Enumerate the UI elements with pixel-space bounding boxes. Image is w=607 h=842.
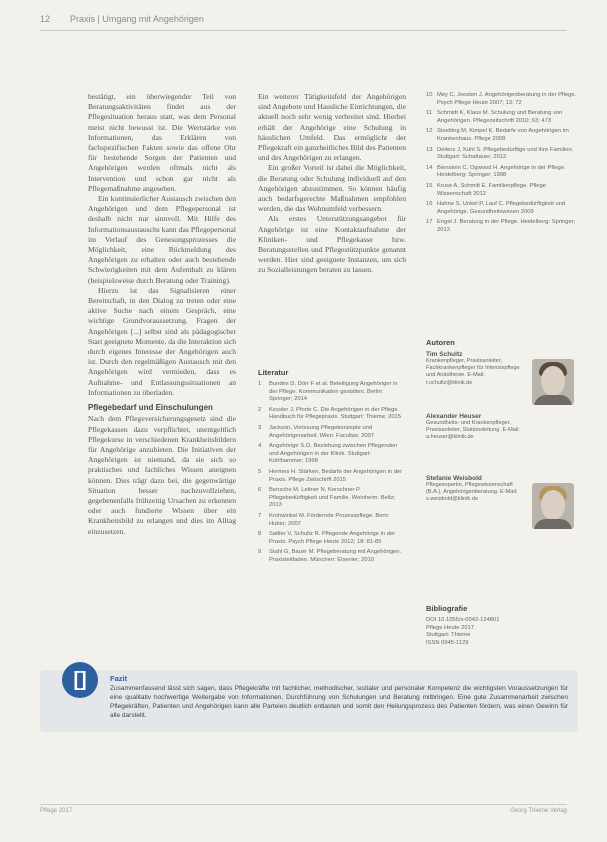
authors-title: Autoren bbox=[426, 338, 455, 347]
reference-number: 4 bbox=[258, 443, 262, 450]
bracket-icon: [] bbox=[62, 662, 98, 698]
author-entry bbox=[426, 351, 578, 407]
reference-text: Schmidt K, Klaus M. Schulung und Beratung von Angehörigen. Pflegezeitschrift 2010; 63: 473 bbox=[437, 110, 563, 124]
author-name: Stefanie Weisbold bbox=[426, 475, 482, 482]
bibliography-line: ISSN 0945-1129 bbox=[426, 639, 469, 646]
author-entry bbox=[426, 475, 578, 531]
reference-number: 8 bbox=[258, 531, 262, 538]
paragraph: Hierzu ist das Signalisieren einer Bereitschaft, in den Dialog zu treten oder eine aktive Suche nach einem Gespräch, eine wichtige Grundvoraussetzung. Fragen der Angehörigen [...] selbst sind als pädagogischer Start geeignete Momente, da die Interaktion sich durch eigenes Interesse der Angehörigen auch ist. Durch den regelmäßigen Austausch mit den Angehörigen wird vermieden, dass es Aufnahme- und Entlassungssituationen an Informationen zu überladen. bbox=[88, 285, 236, 397]
paragraph: Als erstes Unterstützungsangebot für Angehörige ist eine Kontaktaufnahme der Kliniken- und Pflegekasse bzw. Beratungsstellen und Pflegestützpunkte genannt werden. Hier sind geeignete Instanzen, um sich zu Sozialleistungen beraten zu lassen. bbox=[258, 214, 406, 275]
reference-item bbox=[258, 513, 406, 528]
conclusion-box bbox=[40, 670, 578, 732]
reference-text: Jackson, Vorlesung Pflegekonzepte und Angehörigenarbeit. Wien: Facultas; 2007 bbox=[269, 424, 375, 439]
conclusion-text: Zusammenfassend lässt sich sagen, dass Pflegekräfte mit fachlicher, methodischer, sozialer und personaler Kompetenz die wichtigsten Voraussetzungen für eine qualitativ hochwertige Weitergabe von Informationen, Durchführung von Schulungen und Beratung mitbringen. Eine gute Zusammenarbeit zwischen Pflegekräften, Patienten und Angehörigen kann alle Parteien deutlich entlasten und somit den Heilungsprozess des Patienten fördern, was einen Gewinn für alle darstellt. bbox=[110, 685, 568, 719]
paragraph: bestätigt, ein überwiegender Teil von Beratungsaktivitäten findet aus der Pflegesituation heraus statt, was dem Personal meist nicht bewusst ist. Die Wertstärke von Informationen, das Erklären von fachspezifischen Fakten sowie das offene Ohr für bestehende Sorgen der Patienten und Angehörigen werden oftmals nicht als Intervention und schon gar nicht als Pflegemaßnahme angesehen. bbox=[88, 92, 236, 193]
reference-list bbox=[258, 381, 406, 564]
reference-text: Deiters J, Kühl S. Pflegebedürftige und ihre Familien. Stuttgart: Schattauer; 2012 bbox=[437, 146, 574, 161]
reference-number: 15 bbox=[426, 182, 433, 189]
author-photo bbox=[532, 483, 574, 529]
reference-text: Hahne S, Unkel P, Lauf C. Pflegebedürftigkeit und Angehörige. Gesundheitswesen 2009 bbox=[437, 201, 566, 215]
reference-item bbox=[426, 92, 578, 107]
reference-item bbox=[426, 128, 578, 143]
author-photo bbox=[532, 359, 574, 405]
author-name: Alexander Heuser bbox=[426, 413, 482, 420]
bibliography-line: Pflege Heute 2017 bbox=[426, 624, 475, 631]
reference-number: 14 bbox=[426, 164, 433, 171]
reference-text: Engel J. Beratung in der Pflege. Heidelberg: Springer; 2013 bbox=[437, 219, 576, 233]
reference-text: Sattler V, Schultz R. Pflegende Angehörige in der Praxis. Psych Pflege Heute 2012; 18: 81-85 bbox=[269, 531, 396, 545]
reference-text: Angehörige S.O. Beziehung zwischen Pflegenden und Angehörigen in der Klinik. Stuttgart: Kohlhammer; 1998 bbox=[269, 443, 398, 465]
reference-list-continued bbox=[426, 92, 578, 235]
author-bio: Krankenpfleger, Praxisanleiter, Fachkrankenpfleger für Intensivpflege und Anästhesie. E-Mail: t.schultz@klinik.de bbox=[426, 358, 520, 386]
reference-text: Krohwinkel M. Fördernde Prozesspflege. Bern: Huber; 2007 bbox=[269, 512, 390, 527]
reference-item bbox=[426, 165, 578, 180]
footer-left: Pflege 2017 bbox=[40, 808, 73, 814]
literature-title: Literatur bbox=[258, 368, 289, 377]
reference-text: Stahl G, Bauer M. Pflegeberatung mit Angehörigen. Praxisleitfaden. München: Elsevier; 2010 bbox=[269, 549, 402, 563]
reference-text: Bensche M, Leitner N, Kerschner P. Pflegebedürftigkeit und Familie. Weinheim: Beltz; 2013 bbox=[269, 487, 396, 509]
reference-item bbox=[258, 425, 406, 440]
reference-item bbox=[258, 381, 406, 404]
column-3 bbox=[426, 92, 578, 238]
reference-item bbox=[258, 531, 406, 546]
reference-item bbox=[258, 469, 406, 484]
reference-number: 11 bbox=[426, 110, 433, 117]
reference-item bbox=[258, 549, 406, 564]
reference-text: Bundes D, Dörr F et al. Beteiligung Angehöriger in der Pflege. Kommunikation gestalten. Berlin: Springer; 2014 bbox=[269, 381, 398, 403]
reference-item bbox=[426, 110, 578, 125]
reference-number: 12 bbox=[426, 128, 433, 135]
literature-list bbox=[258, 368, 406, 567]
running-title: Praxis | Umgang mit Angehörigen bbox=[70, 14, 204, 24]
reference-number: 6 bbox=[258, 487, 262, 494]
paragraph: Ein kontinuierlicher Austausch zwischen den Angehörigen und dem Pflegepersonal ist deshalb nicht nur sinnvoll. Mit Hilfe des Informationsaustauschs kann das Pflegepersonal im Verlauf des Genesungsprozesses die Möglichkeit, eine Rückmeldung des Angehörigen zu erhalten oder auch bestehende Schwierigkeiten mit dem Aufenthalt zu klären (beispielsweise durch Beratung oder Training). bbox=[88, 194, 236, 285]
paragraph: Nach dem Pflegeversicherungsgesetz sind die Pflegekassen dazu verpflichtet, unentgeltlich Pflegekurse in verschiedenen Krankheitsbildern für Angehörige anzubieten. Die Initiativen der Angehörigen ist niemand, da sie sich so praktisches und fachliches Wissen aneignen können. Dies trägt dazu bei, die gegenwärtige Situation besser nachzuvollziehen, gegebenenfalls frühzeitig Ursachen zu erkennen oder auch fundierte Wissen über ein Krankheitsbild zu erlangen und dies im Alltag einzusetzen. bbox=[88, 414, 236, 536]
reference-item bbox=[258, 443, 406, 466]
reference-text: Kessler J, Pforte C. Die Angehörigen in der Pflege. Handbuch für Pflegepraxis. Stuttgart: Thieme; 2015 bbox=[269, 406, 402, 421]
reference-item bbox=[426, 183, 578, 198]
reference-text: Mey C, Joosten J. Angehörigenberatung in der Pflege. Psych Pflege Heute 2007; 13: 72 bbox=[437, 92, 577, 106]
reference-item bbox=[426, 219, 578, 234]
column-2 bbox=[258, 92, 406, 276]
reference-number: 2 bbox=[258, 406, 262, 413]
author-name: Tim Schultz bbox=[426, 351, 463, 358]
paragraph: Ein weiterer Tätigkeitsfeld der Angehörigen sind Angebote und Hausliche Einrichtungen, die aktuell noch sehr wenig verbreitet sind. Hierbei erhält der Angehörige eine Schulung in häuslichen Umfeld. Das ermöglicht der Pflegekraft ein ganzheitliches Bild des Patienten und des Angehörigen zu erlangen. bbox=[258, 92, 406, 163]
section-heading: Pflegebedarf und Einschulungen bbox=[88, 403, 213, 413]
page-footer bbox=[40, 804, 567, 817]
reference-item bbox=[258, 407, 406, 422]
reference-text: Kruse A, Schmitt E. Familienpflege. Pflege Wissenschaft 2012 bbox=[437, 182, 546, 197]
reference-item bbox=[426, 201, 578, 216]
reference-number: 13 bbox=[426, 146, 433, 153]
footer-right: Georg Thieme Verlag bbox=[510, 808, 567, 814]
bibliography-line: Stuttgart: Thieme bbox=[426, 632, 471, 639]
page-number: 12 bbox=[40, 14, 51, 24]
reference-number: 16 bbox=[426, 201, 433, 208]
page-header bbox=[40, 12, 567, 31]
reference-number: 17 bbox=[426, 219, 433, 226]
reference-number: 5 bbox=[258, 468, 262, 475]
reference-item bbox=[258, 487, 406, 510]
bibliography-box bbox=[426, 604, 578, 647]
reference-number: 10 bbox=[426, 92, 433, 98]
bibliography-line: DOI 10.1055/s-0042-124801 bbox=[426, 617, 500, 623]
column-1 bbox=[88, 92, 236, 537]
reference-text: Bienstein C, Ogwood H. Angehörige in der Pflege. Heidelberg: Springer; 1998 bbox=[437, 164, 566, 179]
paragraph: Ein großer Vorteil ist dabei die Möglichkeit, die Beratung oder Schulung individuell auf den Angehörigen abzustimmen. So können häufig auch bedarfsgerechte Maßnahmen empfohlen werden, die das Wohnumfeld verbessern. bbox=[258, 163, 406, 214]
authors-box bbox=[426, 338, 578, 537]
author-bio: Pflegeexpertin, Pflegewissenschaft (B.A.), Angehörigenberatung. E-Mail: s.weisbold@klinik.de bbox=[426, 482, 518, 503]
reference-number: 3 bbox=[258, 424, 262, 431]
reference-number: 9 bbox=[258, 549, 262, 556]
author-bio: Gesundheits- und Krankenpfleger, Praxisanleiter, Stationsleitung. E-Mail: a.heuser@klinik.de bbox=[426, 420, 520, 441]
conclusion-title: Fazit bbox=[110, 674, 128, 683]
reference-item bbox=[426, 147, 578, 162]
reference-text: Hermes H. Stärken, Bedarfe der Angehörigen in der Praxis. Pflege Zeitschrift 2015 bbox=[269, 468, 403, 483]
reference-number: 1 bbox=[258, 381, 262, 387]
bibliography-title: Bibliografie bbox=[426, 604, 468, 613]
reference-text: Stoelting M, Kimpel K. Bedarfe von Angehörigen im Krankenhaus. Pflege 2008 bbox=[437, 128, 569, 142]
reference-number: 7 bbox=[258, 512, 262, 519]
author-entry bbox=[426, 413, 578, 469]
